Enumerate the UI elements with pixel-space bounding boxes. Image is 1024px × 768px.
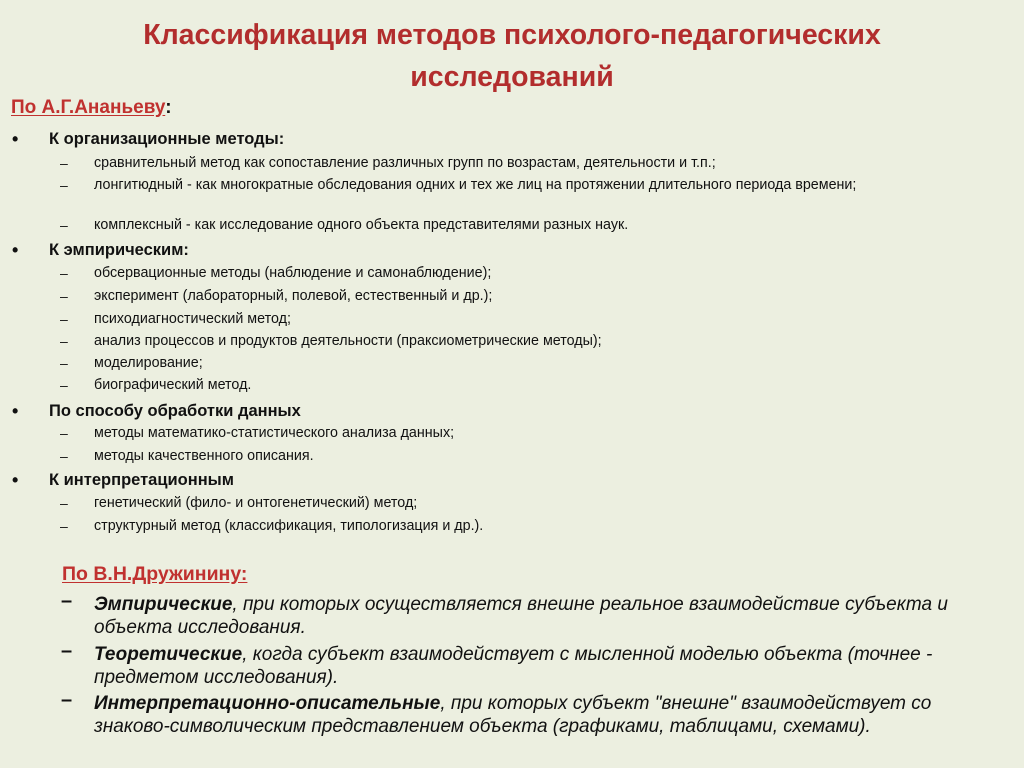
druzhinin-term: Интерпретационно-описательные xyxy=(94,693,441,714)
list-item: методы математико-статистического анализа данных; xyxy=(94,425,455,441)
druzhinin-term: Эмпирические xyxy=(94,594,233,615)
dash: – xyxy=(60,495,68,511)
dash: – xyxy=(60,333,68,349)
dash: – xyxy=(60,177,68,193)
dash: – xyxy=(61,689,73,711)
druzhinin-text: , когда субъект взаимодействует с мысленной моделью объекта (точнее - предметом исследования). xyxy=(94,644,933,688)
slide-title xyxy=(40,14,984,98)
dash: – xyxy=(60,217,68,233)
bullet: • xyxy=(12,401,19,421)
bullet: • xyxy=(12,470,19,490)
list-item: комплексный - как исследование одного объекта представителями разных наук. xyxy=(94,217,629,233)
list-item: обсервационные методы (наблюдение и самонаблюдение); xyxy=(94,265,492,281)
group-label-interpretational: К интерпретационным xyxy=(49,471,234,489)
group-label-organizational: К организационные методы: xyxy=(49,130,285,148)
dash: – xyxy=(61,640,73,662)
group-label-data-processing: По способу обработки данных xyxy=(49,402,301,420)
list-item: анализ процессов и продуктов деятельности (праксиометрические методы); xyxy=(94,333,602,349)
title-line-1: Классификация методов психолого-педагогических xyxy=(143,19,881,51)
druzhinin-term: Теоретические xyxy=(94,644,243,665)
bullet: • xyxy=(12,129,19,149)
ananiev-heading xyxy=(11,97,172,119)
druzhinin-item-interpretational xyxy=(94,693,999,738)
dash: – xyxy=(60,311,68,327)
dash: – xyxy=(60,265,68,281)
list-item: методы качественного описания. xyxy=(94,448,314,464)
list-item: эксперимент (лабораторный, полевой, естественный и др.); xyxy=(94,288,493,304)
druzhinin-item-theoretical xyxy=(94,644,999,689)
list-item: моделирование; xyxy=(94,355,203,371)
dash: – xyxy=(61,590,73,612)
dash: – xyxy=(60,377,68,393)
group-label-empirical: К эмпирическим: xyxy=(49,241,189,259)
druzhinin-heading-text: По В.Н.Дружинину: xyxy=(62,563,248,585)
bullet: • xyxy=(12,240,19,260)
list-item: сравнительный метод как сопоставление различных групп по возрастам, деятельности и т.п.; xyxy=(94,155,716,171)
ananiev-heading-colon: : xyxy=(165,97,172,118)
ananiev-heading-text: По А.Г.Ананьеву xyxy=(11,97,166,118)
dash: – xyxy=(60,155,68,171)
title-line-2: исследований xyxy=(410,61,614,93)
list-item: биографический метод. xyxy=(94,377,252,393)
dash: – xyxy=(60,355,68,371)
list-item: структурный метод (классификация, типологизация и др.). xyxy=(94,518,484,534)
dash: – xyxy=(60,288,68,304)
druzhinin-heading xyxy=(62,563,247,586)
druzhinin-text: , при которых субъект "внешне" взаимодействует со знаково-символическим представлением объекта (графиками, таблицами, схемами). xyxy=(94,693,932,737)
dash: – xyxy=(60,448,68,464)
druzhinin-item-empirical xyxy=(94,594,999,639)
list-item: психодиагностический метод; xyxy=(94,311,291,327)
dash: – xyxy=(60,518,68,534)
list-item: лонгитюдный - как многократные обследования одних и тех же лиц на протяжении длительного периода времени; xyxy=(94,177,857,193)
druzhinin-text: , при которых осуществляется внешне реальное взаимодействие субъекта и объекта исследования. xyxy=(94,594,948,638)
list-item: генетический (фило- и онтогенетический) метод; xyxy=(94,495,418,511)
dash: – xyxy=(60,425,68,441)
